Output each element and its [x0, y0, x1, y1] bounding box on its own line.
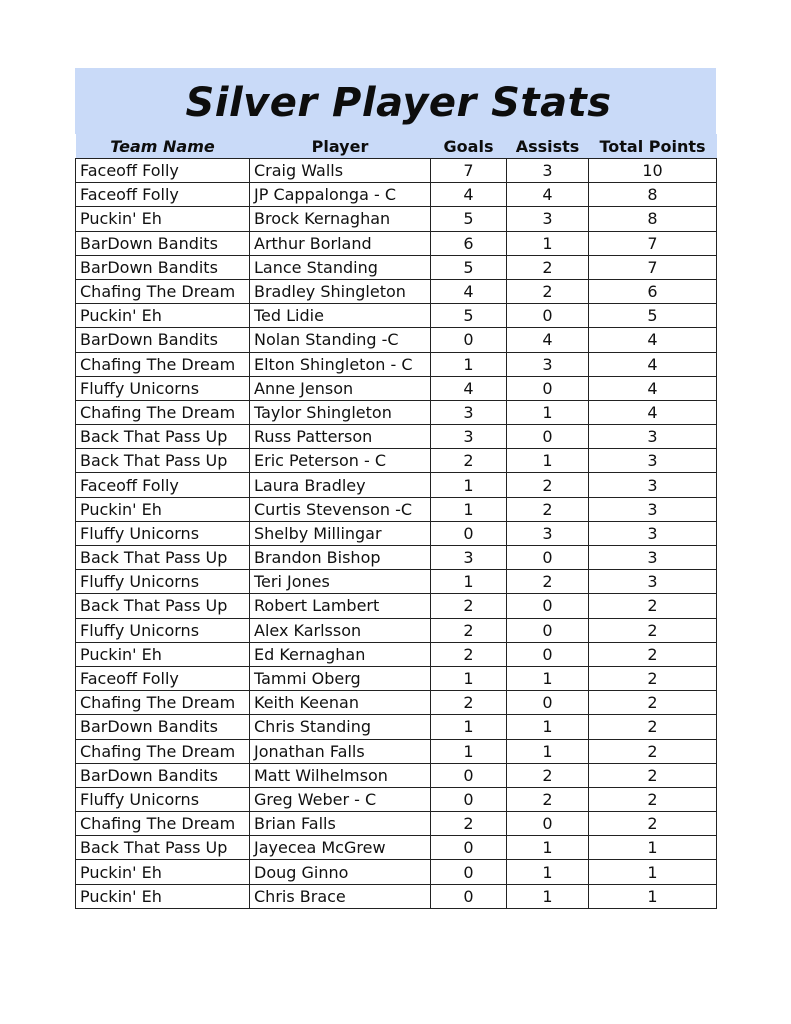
assists-cell: 3: [507, 159, 589, 183]
goals-cell: 1: [431, 352, 507, 376]
table-row: [76, 546, 717, 570]
assists-cell: 3: [507, 521, 589, 545]
table-row: [76, 836, 717, 860]
assists-cell: 1: [507, 739, 589, 763]
team-name-cell: Chafing The Dream: [76, 352, 250, 376]
total-points-cell: 8: [589, 183, 717, 207]
total-points-cell: 2: [589, 812, 717, 836]
table-row: [76, 159, 717, 183]
team-name-cell: Faceoff Folly: [76, 473, 250, 497]
player-name-cell: Brock Kernaghan: [250, 207, 431, 231]
team-name-cell: BarDown Bandits: [76, 255, 250, 279]
team-name-cell: Back That Pass Up: [76, 836, 250, 860]
team-name-cell: Faceoff Folly: [76, 159, 250, 183]
table-row: [76, 255, 717, 279]
assists-cell: 0: [507, 546, 589, 570]
team-name-cell: Faceoff Folly: [76, 183, 250, 207]
table-row: [76, 449, 717, 473]
assists-cell: 1: [507, 715, 589, 739]
goals-cell: 5: [431, 304, 507, 328]
assists-cell: 3: [507, 207, 589, 231]
team-name-cell: Fluffy Unicorns: [76, 787, 250, 811]
assists-cell: 0: [507, 594, 589, 618]
team-name-cell: Chafing The Dream: [76, 400, 250, 424]
assists-cell: 1: [507, 666, 589, 690]
player-name-cell: Craig Walls: [250, 159, 431, 183]
player-name-cell: Nolan Standing -C: [250, 328, 431, 352]
team-name-cell: Puckin' Eh: [76, 497, 250, 521]
assists-cell: 1: [507, 884, 589, 908]
assists-cell: 0: [507, 691, 589, 715]
assists-cell: 0: [507, 304, 589, 328]
assists-cell: 2: [507, 763, 589, 787]
goals-cell: 2: [431, 691, 507, 715]
goals-cell: 5: [431, 207, 507, 231]
total-points-cell: 2: [589, 618, 717, 642]
goals-cell: 1: [431, 715, 507, 739]
player-name-cell: Taylor Shingleton: [250, 400, 431, 424]
player-name-cell: Russ Patterson: [250, 425, 431, 449]
player-name-cell: Brian Falls: [250, 812, 431, 836]
player-name-cell: Curtis Stevenson -C: [250, 497, 431, 521]
total-points-cell: 7: [589, 255, 717, 279]
table-row: [76, 691, 717, 715]
player-name-cell: Robert Lambert: [250, 594, 431, 618]
player-name-cell: Bradley Shingleton: [250, 279, 431, 303]
team-name-cell: Chafing The Dream: [76, 691, 250, 715]
team-name-cell: Back That Pass Up: [76, 594, 250, 618]
table-row: [76, 207, 717, 231]
table-body: [76, 159, 717, 909]
total-points-cell: 1: [589, 860, 717, 884]
header-band: [75, 68, 716, 134]
assists-cell: 2: [507, 787, 589, 811]
assists-cell: 2: [507, 570, 589, 594]
player-name-cell: Jayecea McGrew: [250, 836, 431, 860]
team-name-cell: BarDown Bandits: [76, 231, 250, 255]
team-name-cell: Fluffy Unicorns: [76, 618, 250, 642]
player-name-cell: Lance Standing: [250, 255, 431, 279]
total-points-cell: 2: [589, 739, 717, 763]
total-points-cell: 4: [589, 400, 717, 424]
player-name-cell: JP Cappalonga - C: [250, 183, 431, 207]
player-name-cell: Jonathan Falls: [250, 739, 431, 763]
total-points-cell: 2: [589, 594, 717, 618]
assists-cell: 2: [507, 497, 589, 521]
total-points-cell: 2: [589, 763, 717, 787]
player-name-cell: Laura Bradley: [250, 473, 431, 497]
table-row: [76, 763, 717, 787]
team-name-cell: Fluffy Unicorns: [76, 521, 250, 545]
table-row: [76, 594, 717, 618]
goals-cell: 2: [431, 812, 507, 836]
table-row: [76, 642, 717, 666]
total-points-cell: 3: [589, 521, 717, 545]
player-name-cell: Elton Shingleton - C: [250, 352, 431, 376]
goals-cell: 1: [431, 666, 507, 690]
assists-cell: 2: [507, 255, 589, 279]
goals-cell: 3: [431, 425, 507, 449]
assists-cell: 0: [507, 425, 589, 449]
player-name-cell: Doug Ginno: [250, 860, 431, 884]
table-row: [76, 497, 717, 521]
table-row: [76, 328, 717, 352]
table-row: [76, 570, 717, 594]
team-name-cell: BarDown Bandits: [76, 763, 250, 787]
goals-cell: 0: [431, 787, 507, 811]
total-points-cell: 1: [589, 836, 717, 860]
team-name-cell: Puckin' Eh: [76, 884, 250, 908]
goals-cell: 1: [431, 739, 507, 763]
column-header-team: Team Name: [76, 134, 250, 159]
assists-cell: 0: [507, 642, 589, 666]
total-points-cell: 4: [589, 328, 717, 352]
total-points-cell: 8: [589, 207, 717, 231]
goals-cell: 7: [431, 159, 507, 183]
team-name-cell: Chafing The Dream: [76, 279, 250, 303]
page-title: Silver Player Stats: [185, 80, 612, 126]
table-row: [76, 473, 717, 497]
goals-cell: 2: [431, 594, 507, 618]
player-name-cell: Matt Wilhelmson: [250, 763, 431, 787]
goals-cell: 1: [431, 473, 507, 497]
assists-cell: 4: [507, 183, 589, 207]
table-row: [76, 279, 717, 303]
total-points-cell: 2: [589, 666, 717, 690]
team-name-cell: Fluffy Unicorns: [76, 570, 250, 594]
total-points-cell: 2: [589, 787, 717, 811]
assists-cell: 2: [507, 279, 589, 303]
goals-cell: 6: [431, 231, 507, 255]
total-points-cell: 3: [589, 425, 717, 449]
table-row: [76, 304, 717, 328]
column-header-assists: Assists: [507, 134, 589, 159]
table-row: [76, 376, 717, 400]
goals-cell: 0: [431, 836, 507, 860]
total-points-cell: 7: [589, 231, 717, 255]
total-points-cell: 3: [589, 497, 717, 521]
goals-cell: 3: [431, 546, 507, 570]
table-row: [76, 231, 717, 255]
team-name-cell: Chafing The Dream: [76, 739, 250, 763]
goals-cell: 4: [431, 279, 507, 303]
goals-cell: 4: [431, 183, 507, 207]
column-header-total-points: Total Points: [589, 134, 717, 159]
team-name-cell: Puckin' Eh: [76, 207, 250, 231]
team-name-cell: Puckin' Eh: [76, 860, 250, 884]
table-row: [76, 787, 717, 811]
team-name-cell: Back That Pass Up: [76, 425, 250, 449]
player-name-cell: Shelby Millingar: [250, 521, 431, 545]
goals-cell: 5: [431, 255, 507, 279]
total-points-cell: 4: [589, 376, 717, 400]
player-name-cell: Ed Kernaghan: [250, 642, 431, 666]
table-row: [76, 884, 717, 908]
goals-cell: 0: [431, 763, 507, 787]
goals-cell: 3: [431, 400, 507, 424]
table-row: [76, 352, 717, 376]
player-name-cell: Teri Jones: [250, 570, 431, 594]
goals-cell: 0: [431, 860, 507, 884]
assists-cell: 0: [507, 376, 589, 400]
team-name-cell: BarDown Bandits: [76, 328, 250, 352]
total-points-cell: 2: [589, 691, 717, 715]
assists-cell: 1: [507, 860, 589, 884]
goals-cell: 4: [431, 376, 507, 400]
player-name-cell: Eric Peterson - C: [250, 449, 431, 473]
assists-cell: 0: [507, 618, 589, 642]
goals-cell: 2: [431, 618, 507, 642]
stats-sheet: [75, 68, 716, 909]
total-points-cell: 3: [589, 570, 717, 594]
total-points-cell: 4: [589, 352, 717, 376]
table-row: [76, 666, 717, 690]
assists-cell: 2: [507, 473, 589, 497]
team-name-cell: Back That Pass Up: [76, 546, 250, 570]
column-header-goals: Goals: [431, 134, 507, 159]
table-row: [76, 618, 717, 642]
team-name-cell: Puckin' Eh: [76, 304, 250, 328]
team-name-cell: Chafing The Dream: [76, 812, 250, 836]
table-row: [76, 860, 717, 884]
player-name-cell: Ted Lidie: [250, 304, 431, 328]
total-points-cell: 2: [589, 642, 717, 666]
team-name-cell: BarDown Bandits: [76, 715, 250, 739]
table-row: [76, 400, 717, 424]
column-header-player: Player: [250, 134, 431, 159]
total-points-cell: 1: [589, 884, 717, 908]
total-points-cell: 3: [589, 546, 717, 570]
player-name-cell: Tammi Oberg: [250, 666, 431, 690]
assists-cell: 1: [507, 400, 589, 424]
stats-table: [75, 134, 717, 909]
goals-cell: 0: [431, 521, 507, 545]
player-name-cell: Keith Keenan: [250, 691, 431, 715]
team-name-cell: Faceoff Folly: [76, 666, 250, 690]
assists-cell: 0: [507, 812, 589, 836]
table-row: [76, 521, 717, 545]
total-points-cell: 3: [589, 473, 717, 497]
total-points-cell: 6: [589, 279, 717, 303]
goals-cell: 0: [431, 884, 507, 908]
goals-cell: 1: [431, 570, 507, 594]
table-row: [76, 715, 717, 739]
total-points-cell: 10: [589, 159, 717, 183]
assists-cell: 1: [507, 449, 589, 473]
assists-cell: 3: [507, 352, 589, 376]
goals-cell: 0: [431, 328, 507, 352]
player-name-cell: Alex Karlsson: [250, 618, 431, 642]
player-name-cell: Anne Jenson: [250, 376, 431, 400]
table-row: [76, 183, 717, 207]
assists-cell: 1: [507, 836, 589, 860]
total-points-cell: 3: [589, 449, 717, 473]
player-name-cell: Chris Brace: [250, 884, 431, 908]
player-name-cell: Arthur Borland: [250, 231, 431, 255]
table-row: [76, 425, 717, 449]
player-name-cell: Brandon Bishop: [250, 546, 431, 570]
total-points-cell: 2: [589, 715, 717, 739]
player-name-cell: Chris Standing: [250, 715, 431, 739]
header-row: [76, 134, 717, 159]
assists-cell: 1: [507, 231, 589, 255]
team-name-cell: Puckin' Eh: [76, 642, 250, 666]
player-name-cell: Greg Weber - C: [250, 787, 431, 811]
table-row: [76, 739, 717, 763]
total-points-cell: 5: [589, 304, 717, 328]
team-name-cell: Back That Pass Up: [76, 449, 250, 473]
goals-cell: 2: [431, 449, 507, 473]
table-row: [76, 812, 717, 836]
assists-cell: 4: [507, 328, 589, 352]
goals-cell: 2: [431, 642, 507, 666]
goals-cell: 1: [431, 497, 507, 521]
team-name-cell: Fluffy Unicorns: [76, 376, 250, 400]
